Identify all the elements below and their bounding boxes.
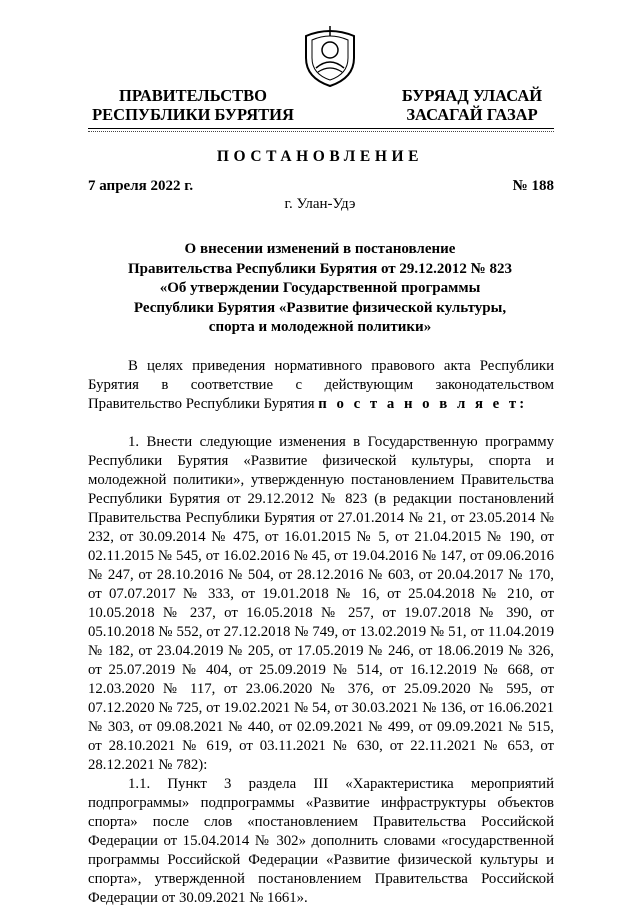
preamble-action: п о с т а н о в л я е т:	[318, 396, 528, 412]
document-number: № 188	[512, 178, 554, 194]
issuer-buryat-line-2: ЗАСАГАЙ ГАЗАР	[406, 105, 538, 124]
title-line: «Об утверждении Государственной программы	[159, 280, 481, 296]
document-type: ПОСТАНОВЛЕНИЕ	[216, 148, 424, 165]
preamble-paragraph	[88, 357, 554, 414]
item-1-1-paragraph: 1.1. Пункт 3 раздела III «Характеристика мероприятий подпрограммы» подпрограммы «Развитие инфраструктуры объектов спорта» после слов «постановлением Правительства Российской Федерации от 15.04.2014 № 302» дополнить словами «государственной программы Российской Федерации «Развитие физической культуры и спорта», утвержденной постановлением Правительства Российской Федерации от 30.09.2021 № 1661».	[88, 776, 554, 906]
document-title	[110, 240, 530, 338]
issuer-line-2: РЕСПУБЛИКИ БУРЯТИЯ	[92, 105, 294, 124]
title-line: спорта и молодежной политики»	[208, 319, 432, 335]
issuer-name-russian	[88, 86, 298, 124]
issuer-line-1: ПРАВИТЕЛЬСТВО	[119, 86, 267, 105]
header-divider	[88, 128, 554, 129]
item-1-paragraph: 1. Внести следующие изменения в Государственную программу Республики Бурятия «Развитие физической культуры, спорта и молодежной политики», утвержденную постановлением Правительства Республики Бурятия от 29.12.2012 № 823 (в редакции постановлений Правительства Республики Бурятия от 27.01.2014 № 21, от 23.05.2014 № 232, от 30.09.2014 № 475, от 16.01.2015 № 5, от 21.04.2015 № 190, от 02.11.2015 № 545, от 16.02.2016 № 45, от 19.04.2016 № 147, от 09.06.2016 № 247, от 28.10.2016 № 504, от 28.12.2016 № 603, от 20.04.2017 № 170, от 07.07.2017 № 333, от 19.01.2018 № 16, от 25.04.2018 № 210, от 10.05.2018 № 237, от 16.05.2018 № 257, от 19.07.2018 № 390, от 05.10.2018 № 552, от 27.12.2018 № 749, от 13.02.2019 № 51, от 11.04.2019 № 182, от 23.04.2019 № 205, от 17.05.2019 № 246, от 18.06.2019 № 326, от 25.07.2019 № 404, от 25.09.2019 № 514, от 16.12.2019 № 668, от 12.03.2020 № 117, от 23.06.2020 № 376, от 25.09.2020 № 595, от 07.12.2020 № 725, от 19.02.2021 № 54, от 30.03.2021 № 136, от 16.06.2021 № 303, от 09.08.2021 № 440, от 02.09.2021 № 499, от 09.09.2021 № 515, от 28.10.2021 № 619, от 03.11.2021 № 630, от 22.11.2021 № 653, от 28.12.2021 № 782):	[88, 434, 554, 773]
title-line: Республики Бурятия «Развитие физической культуры,	[133, 299, 507, 316]
title-line: Правительства Республики Бурятия от 29.12.2012 № 823	[127, 260, 512, 277]
title-line: О внесении изменений в постановление	[184, 241, 456, 257]
issuer-name-buryat	[392, 86, 552, 124]
coat-of-arms-emblem	[296, 22, 364, 90]
document-body	[88, 357, 554, 908]
preamble-text: В целях приведения нормативного правового акта Республики Бурятия в соответствие с действующим законодательством Правительство Республики Бурятия	[88, 358, 554, 412]
document-city: г. Улан-Удэ	[284, 196, 356, 212]
document-date: 7 апреля 2022 г.	[88, 178, 194, 194]
header-divider-dotted	[88, 131, 554, 132]
issuer-buryat-line-1: БУРЯАД УЛАСАЙ	[401, 86, 543, 105]
